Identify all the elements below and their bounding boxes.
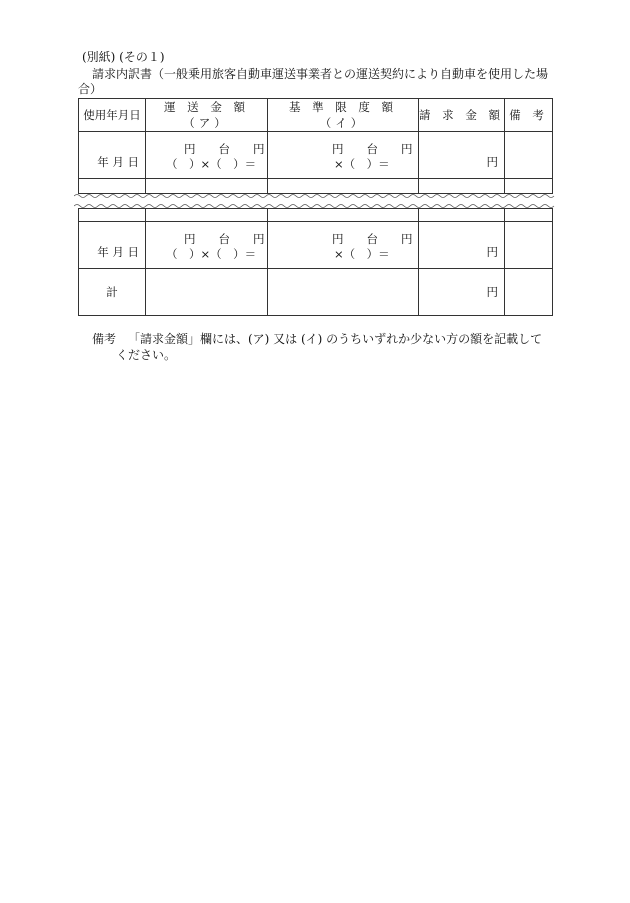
- header-remarks: 備 考: [505, 99, 553, 132]
- yen-unit: 円: [486, 155, 498, 169]
- limit-amount-cell: [268, 132, 419, 179]
- fare-formula: （ ）×（ ）＝: [166, 157, 257, 171]
- limit-formula: ×（ ）＝: [334, 247, 390, 261]
- note-text-continued: ください。: [116, 348, 177, 362]
- table-row: [79, 132, 553, 179]
- yen-unit: 円: [486, 245, 498, 259]
- table-row: [79, 222, 553, 269]
- fare-amount-cell: [146, 132, 268, 179]
- claim-amount-cell: [419, 222, 505, 269]
- document-title: 請求内訳書（一般乗用旅客自動車運送事業者との運送契約により自動車を使用した場: [92, 67, 549, 81]
- usage-date-cell: [79, 132, 146, 179]
- remarks-cell: [505, 132, 553, 179]
- total-limit-cell: [268, 269, 419, 316]
- remarks-cell: [505, 222, 553, 269]
- total-row: [79, 269, 553, 316]
- limit-formula: ×（ ）＝: [334, 157, 390, 171]
- limit-units: 円 台 円: [332, 232, 413, 246]
- date-placeholder: 年 月 日: [97, 155, 139, 169]
- total-fare-cell: [146, 269, 268, 316]
- fare-units: 円 台 円: [184, 232, 265, 246]
- date-placeholder: 年 月 日: [97, 245, 139, 259]
- limit-units: 円 台 円: [332, 142, 413, 156]
- note-text: 「請求金額」欄には、(ア) 又は (イ) のうちいずれか少ない方の額を記載して: [128, 332, 543, 346]
- note-label: 備考: [92, 332, 117, 346]
- table-header-row: [79, 99, 553, 132]
- claim-amount-cell: [419, 132, 505, 179]
- header-fare-amount: 運 送 金 額 （ア）: [146, 99, 268, 132]
- total-label: 計: [79, 269, 146, 316]
- fare-formula: （ ）×（ ）＝: [166, 247, 257, 261]
- total-yen-unit: 円: [419, 269, 505, 316]
- usage-date-cell: [79, 222, 146, 269]
- limit-amount-cell: [268, 222, 419, 269]
- document-title-continued: 合）: [78, 82, 103, 96]
- fare-amount-cell: [146, 222, 268, 269]
- fare-units: 円 台 円: [184, 142, 265, 156]
- header-usage-date: 使用年月日: [79, 99, 146, 132]
- table-break-wave: [74, 190, 556, 212]
- header-limit-amount: 基 準 限 度 額 （イ）: [268, 99, 419, 132]
- header-claim-amount: 請 求 金 額: [419, 99, 505, 132]
- appendix-heading: (別紙) (その１): [82, 50, 165, 64]
- total-remarks-cell: [505, 269, 553, 316]
